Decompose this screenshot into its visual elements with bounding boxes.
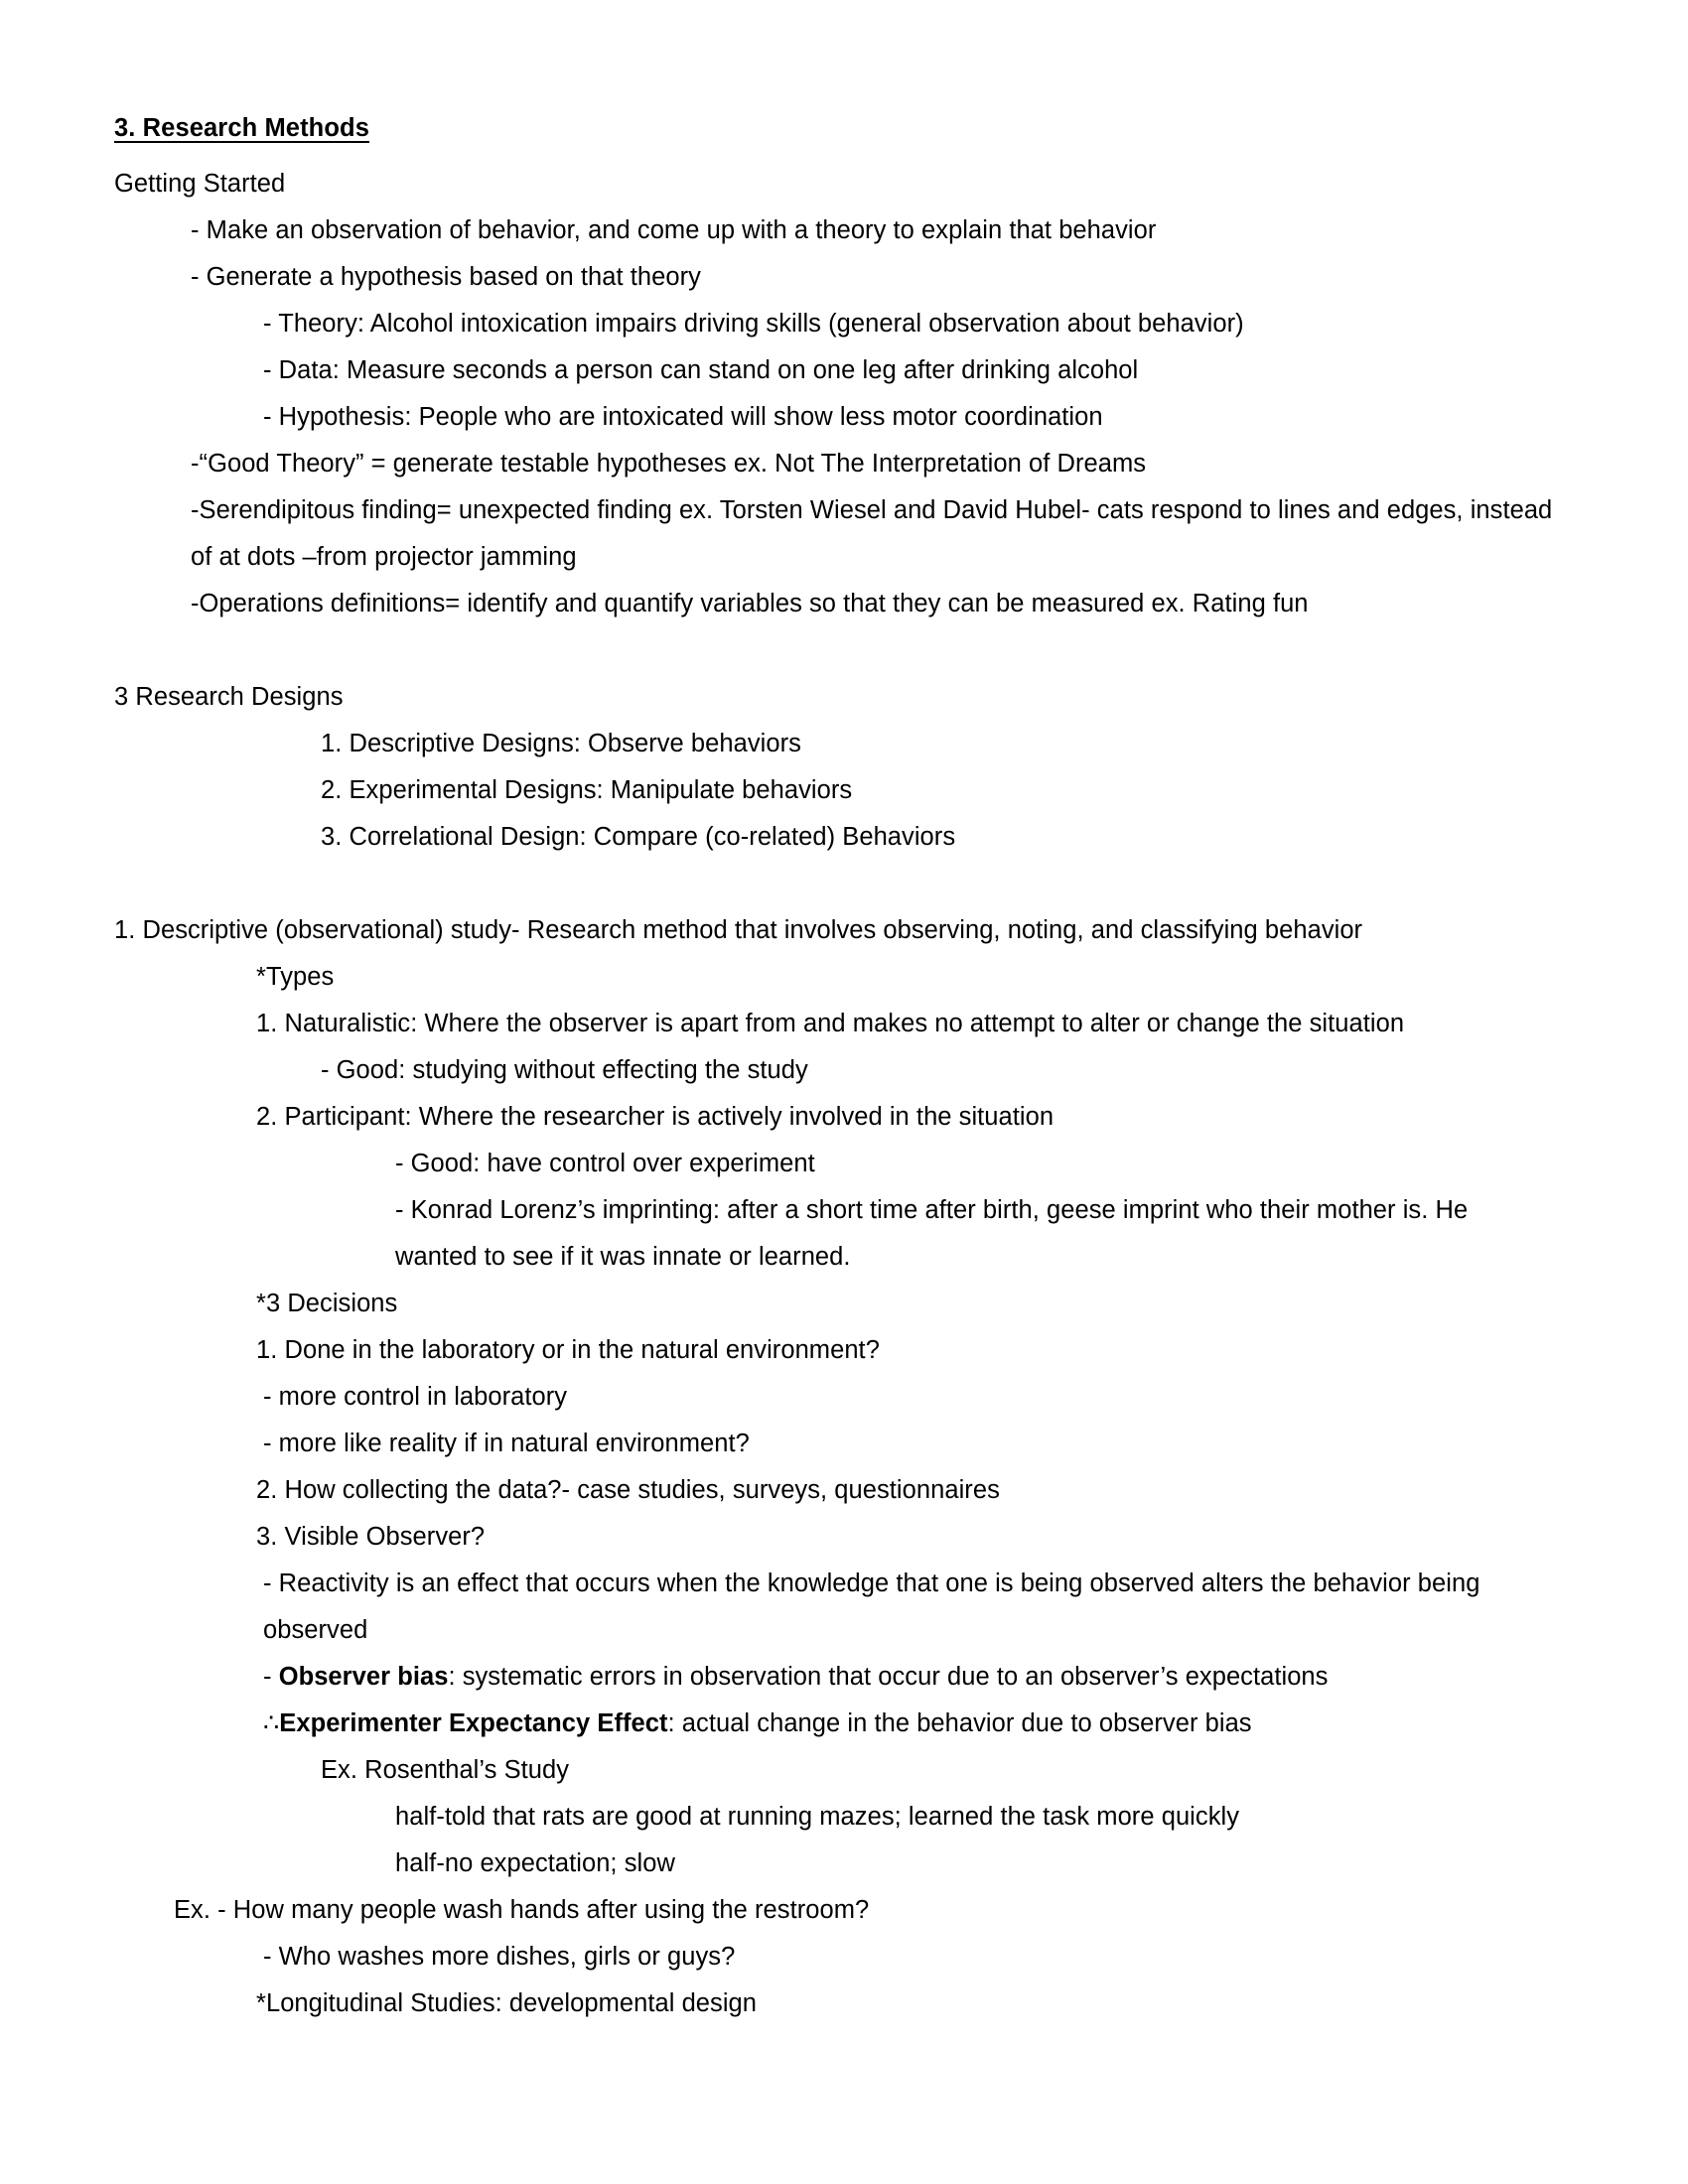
bullet-hypothesis: - Hypothesis: People who are intoxicated will show less motor coordination	[263, 403, 1103, 432]
example-half-no-expectation: half-no expectation; slow	[395, 1849, 675, 1878]
design-item-descriptive: 1. Descriptive Designs: Observe behaviors	[321, 730, 801, 758]
decision-collecting-data: 2. How collecting the data?- case studies, surveys, questionnaires	[256, 1476, 1000, 1505]
observer-bias-dash: -	[263, 1663, 279, 1692]
decision-visible-observer: 3. Visible Observer?	[256, 1523, 486, 1552]
decision-more-control-lab: - more control in laboratory	[263, 1383, 568, 1412]
expectancy-effect-line	[263, 1701, 1554, 1747]
decision-reactivity: - Reactivity is an effect that occurs when the knowledge that one is being observed alters the behavior being observed	[263, 1570, 1487, 1645]
types-label: *Types	[256, 963, 335, 992]
closing-example-wash-dishes: - Who washes more dishes, girls or guys?	[263, 1943, 736, 1972]
observer-bias-definition: : systematic errors in observation that occur due to an observer’s expectations	[448, 1663, 1329, 1692]
decisions-label: *3 Decisions	[256, 1290, 398, 1318]
design-item-correlational: 3. Correlational Design: Compare (co-related) Behaviors	[321, 823, 956, 852]
bullet-good-theory: -“Good Theory” = generate testable hypotheses ex. Not The Interpretation of Dreams	[191, 450, 1147, 478]
observer-bias-line	[263, 1654, 1554, 1701]
type-participant-good: - Good: have control over experiment	[395, 1150, 815, 1178]
section-spacer-2	[114, 861, 1554, 907]
therefore-icon: ∴	[263, 1709, 280, 1738]
section-spacer	[114, 627, 1554, 674]
closing-note-longitudinal: *Longitudinal Studies: developmental design	[256, 1989, 758, 2018]
bullet-operations-definitions: -Operations definitions= identify and quantify variables so that they can be measured ex. Rating fun	[191, 590, 1309, 618]
expectancy-effect-term: Experimenter Expectancy Effect	[279, 1709, 668, 1738]
section-heading-research-designs: 3 Research Designs	[114, 683, 344, 712]
bullet-generate-hypothesis: - Generate a hypothesis based on that theory	[191, 263, 701, 292]
observer-bias-term: Observer bias	[278, 1663, 449, 1692]
example-half-told: half-told that rats are good at running mazes; learned the task more quickly	[395, 1803, 1240, 1832]
type-naturalistic: 1. Naturalistic: Where the observer is apart from and makes no attempt to alter or change the situation	[256, 1010, 1405, 1038]
bullet-make-observation: - Make an observation of behavior, and come up with a theory to explain that behavior	[191, 216, 1157, 245]
type-participant: 2. Participant: Where the researcher is actively involved in the situation	[256, 1103, 1055, 1132]
type-konrad-lorenz: - Konrad Lorenz’s imprinting: after a short time after birth, geese imprint who their mother is. He wanted to see if it was innate or learned.	[395, 1196, 1476, 1272]
example-rosenthal-heading: Ex. Rosenthal’s Study	[321, 1756, 570, 1785]
expectancy-effect-definition: : actual change in the behavior due to observer bias	[667, 1709, 1252, 1738]
decision-laboratory-or-natural: 1. Done in the laboratory or in the natural environment?	[256, 1336, 880, 1365]
bullet-data: - Data: Measure seconds a person can stand on one leg after drinking alcohol	[263, 356, 1139, 385]
type-naturalistic-good: - Good: studying without effecting the study	[321, 1056, 808, 1085]
decision-more-like-reality: - more like reality if in natural environment?	[263, 1430, 750, 1458]
section-heading-descriptive-study: 1. Descriptive (observational) study- Research method that involves observing, noting, and classifying behavior	[114, 916, 1363, 945]
section-heading-getting-started: Getting Started	[114, 170, 286, 199]
page-title: 3. Research Methods	[114, 114, 369, 142]
bullet-serendipitous-finding: -Serendipitous finding= unexpected finding ex. Torsten Wiesel and David Hubel- cats respond to lines and edges, instead of at dots –from projector jamming	[191, 496, 1560, 572]
bullet-theory: - Theory: Alcohol intoxication impairs driving skills (general observation about behavior)	[263, 310, 1244, 339]
design-item-experimental: 2. Experimental Designs: Manipulate behaviors	[321, 776, 853, 805]
closing-example-wash-hands: Ex. - How many people wash hands after using the restroom?	[174, 1896, 870, 1925]
